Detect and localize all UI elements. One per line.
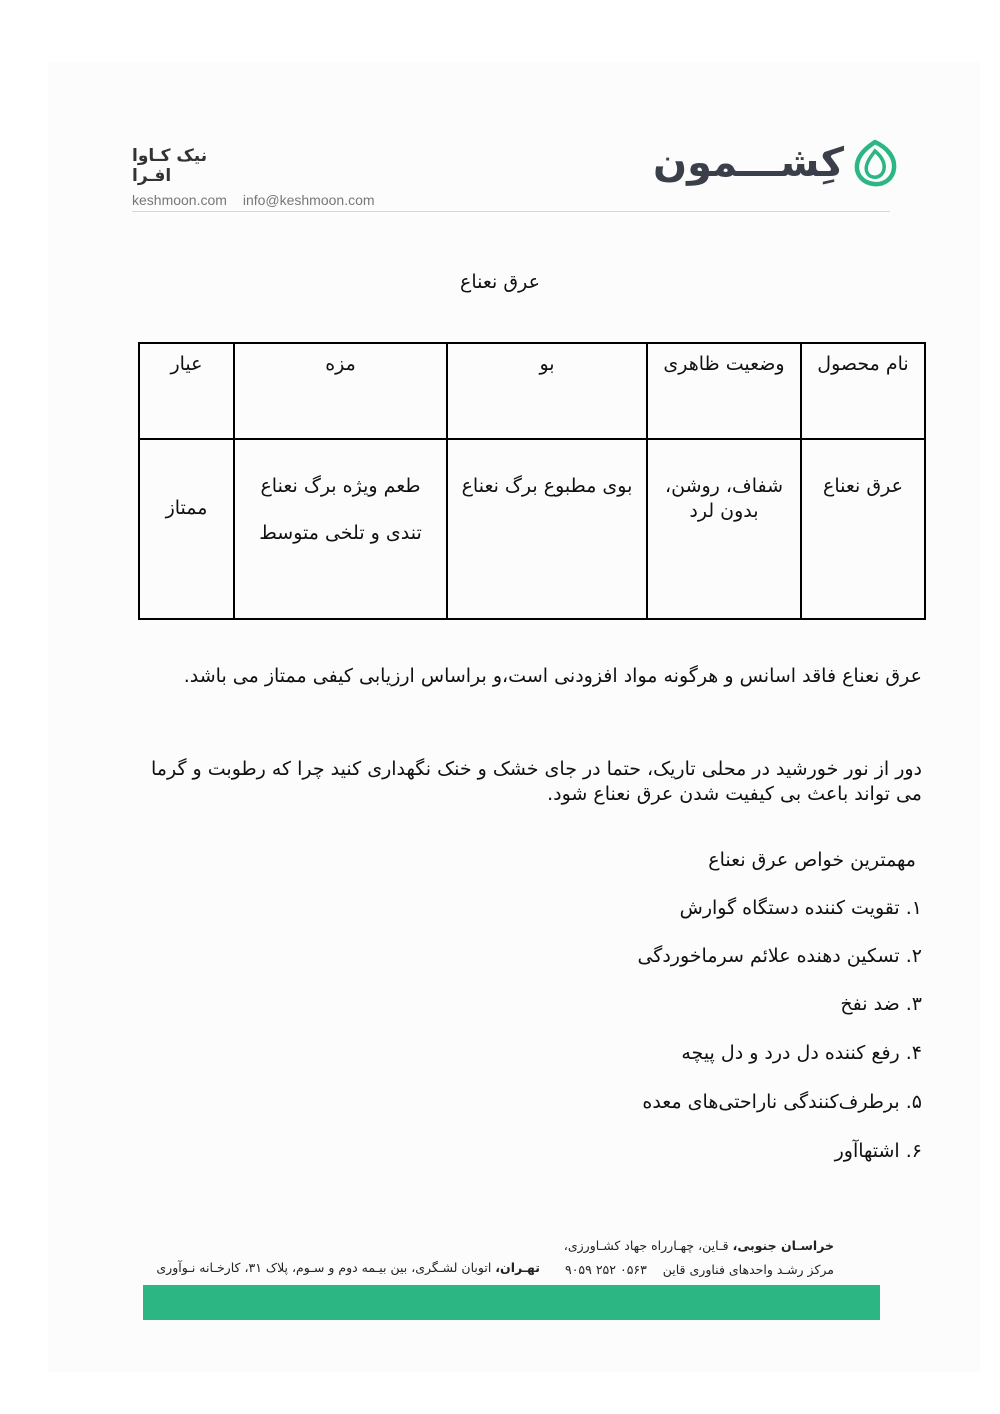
list-item: ۴. رفع کننده دل درد و دل پیچه: [681, 1042, 922, 1064]
list-item: ۶. اشتهاآور: [834, 1140, 922, 1162]
header-divider: [132, 211, 890, 212]
brand: [653, 138, 898, 188]
table-header-row: [139, 343, 925, 439]
cell-appearance: شفاف، روشن، بدون لرد: [647, 439, 801, 619]
properties-heading: مهمترین خواص عرق نعناع: [708, 849, 916, 871]
company-name: نیک کـاوا افـرا: [132, 146, 208, 186]
south-address-label: خراسـان جنوبی،: [732, 1238, 834, 1253]
taste-line: تندی و تلخی متوسط: [259, 522, 422, 544]
footer-bar: [143, 1285, 880, 1320]
email-link[interactable]: info@keshmoon.com: [242, 192, 375, 208]
taste-line: طعم ویژه برگ نعناع: [260, 475, 421, 497]
list-item: ۲. تسکین دهنده علائم سرماخوردگی: [637, 945, 922, 967]
footer-address-tehran: [156, 1256, 540, 1280]
company-info: [132, 146, 422, 208]
website-link[interactable]: keshmoon.com: [132, 192, 227, 208]
list-item: ۵. برطرف‌کنندگی ناراحتی‌های معده: [642, 1091, 922, 1113]
cell-product: عرق نعناع: [801, 439, 925, 619]
footer-address-south: [564, 1234, 834, 1282]
cell-grade: ممتاز: [139, 439, 234, 619]
table-row: [139, 439, 925, 619]
header-product-name: نام محصول: [801, 343, 925, 439]
brand-name: کِشـــمون: [652, 140, 844, 186]
tehran-label: تهـران،: [495, 1260, 540, 1275]
cell-smell: بوی مطبوع برگ نعناع: [447, 439, 647, 619]
document-title: عرق نعناع: [460, 271, 540, 293]
storage-paragraph: دور از نور خورشید در محلی تاریک، حتما در جای خشک و خنک نگهداری کنید چرا که رطوبت و گرما می تواند باعث بی کیفیت شدن عرق نعناع شود.: [151, 758, 922, 805]
phone-number: ۰۵۶۳ ۲۵۲ ۹۰۵۹: [565, 1262, 647, 1277]
product-spec-table: [138, 342, 926, 620]
leaf-spiral-icon: [852, 138, 898, 188]
tech-center: مرکز رشـد واحدهای فناوری قاین: [662, 1262, 834, 1277]
quality-paragraph: عرق نعناع فاقد اسانس و هرگونه مواد افزودنی است،و براساس ارزیابی کیفی ممتاز می باشد.: [183, 665, 922, 687]
header-taste: مزه: [234, 343, 447, 439]
list-item: ۳. ضد نفخ: [840, 993, 922, 1015]
tehran-address: اتوبان لشـگری، بین بیـمه دوم و سـوم، پلاک ۳۱، کارخـانه نـوآوری: [156, 1260, 492, 1275]
page-sheet: [48, 62, 980, 1372]
header-appearance: وضعیت ظاهری: [647, 343, 801, 439]
cell-taste: [234, 439, 447, 619]
list-item: ۱. تقویت کننده دستگاه گوارش: [679, 897, 922, 919]
letterhead: [0, 0, 1000, 220]
south-address: قـاین، چهـارراه جهاد کشـاورزی،: [563, 1238, 729, 1253]
company-contacts: [132, 192, 422, 208]
header-grade: عیار: [139, 343, 234, 439]
header-smell: بو: [447, 343, 647, 439]
